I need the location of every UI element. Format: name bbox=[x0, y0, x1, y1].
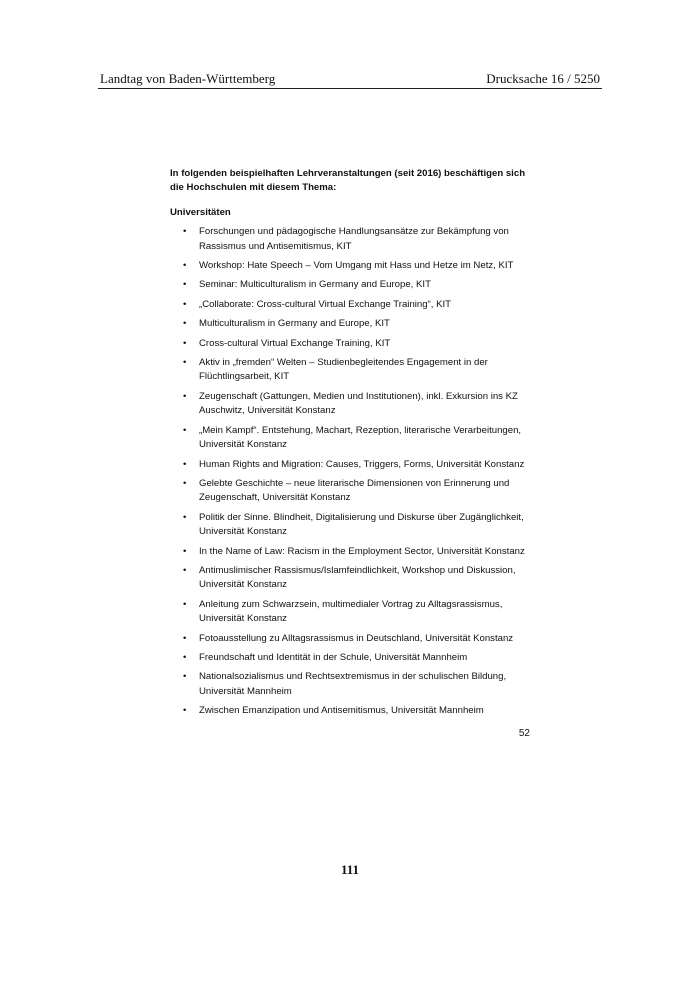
bullet-icon: • bbox=[183, 598, 187, 610]
list-item bbox=[170, 598, 535, 627]
list-item bbox=[170, 390, 535, 419]
list-item-text: „Collaborate: Cross-cultural Virtual Exchange Training“, KIT bbox=[199, 298, 452, 310]
list-item bbox=[170, 511, 535, 540]
outer-page-number: 111 bbox=[340, 862, 360, 877]
list-item-text: Fotoausstellung zu Alltagsrassismus in Deutschland, Universität Konstanz bbox=[199, 632, 514, 644]
list-item-text: Workshop: Hate Speech – Vom Umgang mit Hass und Hetze im Netz, KIT bbox=[199, 260, 514, 272]
list-item-text: Anleitung zum Schwarzsein, multimedialer Vortrag zu Alltagsrassismus, Universität Konstanz bbox=[199, 598, 503, 625]
bullet-icon: • bbox=[183, 298, 187, 310]
list-item-text: Multiculturalism in Germany and Europe, KIT bbox=[199, 318, 390, 330]
bullet-icon: • bbox=[183, 260, 187, 272]
header-publisher: Landtag von Baden-Württemberg bbox=[100, 71, 276, 86]
bullet-icon: • bbox=[183, 337, 187, 349]
list-item bbox=[170, 225, 535, 254]
list-item-text: In the Name of Law: Racism in the Employment Sector, Universität Konstanz bbox=[199, 545, 525, 557]
bullet-icon: • bbox=[183, 318, 187, 330]
bullet-icon: • bbox=[183, 705, 187, 717]
running-header bbox=[98, 68, 602, 89]
list-item-text: Gelebte Geschichte – neue literarische Dimensionen von Erinnerung und Zeugenschaft, Universität Konstanz bbox=[199, 477, 510, 504]
list-item bbox=[170, 298, 535, 312]
main-content bbox=[170, 167, 535, 724]
list-item-text: „Mein Kampf“. Entstehung, Machart, Rezeption, literarische Verarbeitungen, Universität Konstanz bbox=[199, 424, 522, 451]
list-item bbox=[170, 651, 535, 665]
bullet-icon: • bbox=[183, 390, 187, 402]
list-item bbox=[170, 278, 535, 292]
header-document-number: Drucksache 16 / 5250 bbox=[486, 71, 600, 86]
list-item bbox=[170, 704, 535, 718]
list-item-text: Nationalsozialismus und Rechtsextremismus in der schulischen Bildung, Universität Mannheim bbox=[199, 671, 507, 697]
list-item-text: Antimuslimischer Rassismus/Islamfeindlichkeit, Workshop und Diskussion, Universität Konstanz bbox=[199, 564, 516, 591]
list-item bbox=[170, 337, 535, 351]
bullet-icon: • bbox=[183, 632, 187, 644]
bullet-icon: • bbox=[183, 226, 187, 238]
list-item bbox=[170, 632, 535, 646]
bullet-icon: • bbox=[183, 545, 187, 557]
bullet-icon: • bbox=[183, 477, 187, 489]
bullet-icon: • bbox=[183, 564, 187, 576]
section-title: Universitäten bbox=[170, 206, 231, 218]
bullet-icon: • bbox=[183, 279, 187, 291]
intro-paragraph: In folgenden beispielhaften Lehrveranstaltungen (seit 2016) beschäftigen sich die Hochschulen mit diesem Thema: bbox=[170, 168, 526, 194]
list-item-text: Freundschaft und Identität in der Schule, Universität Mannheim bbox=[199, 651, 468, 663]
bullet-icon: • bbox=[183, 671, 187, 683]
list-item-text: Cross-cultural Virtual Exchange Training, KIT bbox=[199, 337, 391, 349]
list-item bbox=[170, 317, 535, 331]
list-item bbox=[170, 477, 535, 506]
list-item bbox=[170, 670, 535, 699]
bullet-icon: • bbox=[183, 651, 187, 663]
bullet-icon: • bbox=[183, 424, 187, 436]
list-item-text: Forschungen und pädagogische Handlungsansätze zur Bekämpfung von Rassismus und Antisemitismus, KIT bbox=[199, 226, 509, 252]
bullet-icon: • bbox=[183, 458, 187, 470]
inner-page-number: 52 bbox=[518, 728, 530, 739]
list-item-text: Human Rights and Migration: Causes, Triggers, Forms, Universität Konstanz bbox=[199, 458, 525, 470]
list-item-text: Zwischen Emanzipation und Antisemitismus, Universität Mannheim bbox=[199, 705, 484, 717]
list-item-text: Aktiv in „fremden“ Welten – Studienbegleitendes Engagement in der Flüchtlingsarbeit, KIT bbox=[199, 357, 488, 383]
list-item bbox=[170, 564, 535, 593]
bullet-icon: • bbox=[183, 511, 187, 523]
list-item bbox=[170, 458, 535, 472]
list-item-text: Seminar: Multiculturalism in Germany and Europe, KIT bbox=[199, 279, 431, 291]
list-item-text: Politik der Sinne. Blindheit, Digitalisierung und Diskurse über Zugänglichkeit, Universität Konstanz bbox=[199, 511, 524, 538]
list-item bbox=[170, 259, 535, 273]
list-item bbox=[170, 424, 535, 453]
list-item-text: Zeugenschaft (Gattungen, Medien und Institutionen), inkl. Exkursion ins KZ Auschwitz, Universität Konstanz bbox=[199, 390, 518, 417]
course-list bbox=[170, 225, 535, 718]
list-item bbox=[170, 545, 535, 559]
list-item bbox=[170, 356, 535, 385]
bullet-icon: • bbox=[183, 357, 187, 369]
